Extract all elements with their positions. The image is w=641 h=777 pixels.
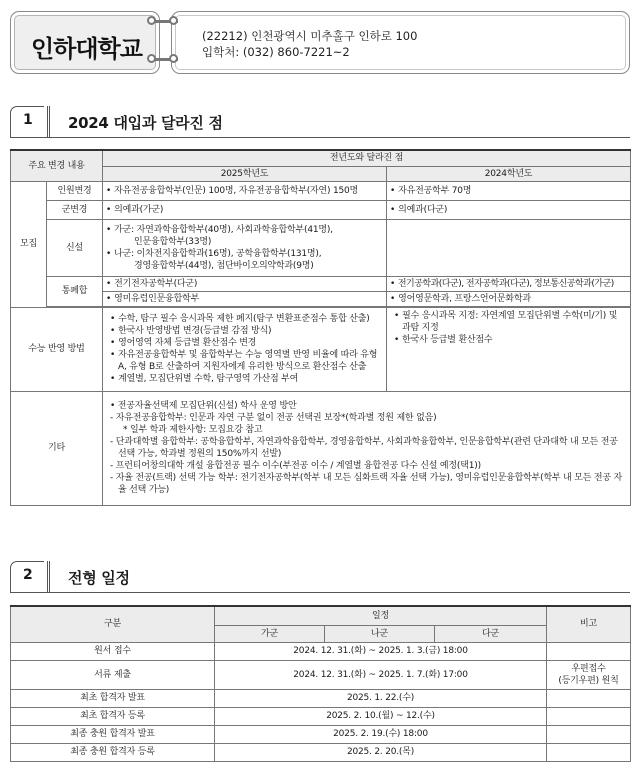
row-label-gita: 기타 <box>11 391 103 505</box>
table-row <box>11 743 631 761</box>
suneung-2025: • 수학, 탐구 필수 응시과목 제한 폐지(탐구 변환표준점수 통합 산출) • 한국사 반영방법 변경(등급별 감점 방식) • 영어영역 자체 등급별 환산점수 변경 • 자유전공융합학부 및 융합학부는 수능 영역별 반영 비율에 따라 유형 A, 유형 B로 산출하여 지원자에게 유리한 방식으로 환산점수 산출 • 계열별, 모집단위별 수학, 탐구영역 가산점 부여 <box>103 307 387 391</box>
header-2025: 2025학년도 <box>103 166 387 181</box>
schedule-note <box>547 725 631 743</box>
schedule-date: 2024. 12. 31.(화) ~ 2025. 1. 7.(화) 17:00 <box>215 660 547 689</box>
header-diff: 전년도와 달라진 점 <box>103 150 631 166</box>
schedule-date: 2025. 1. 22.(수) <box>215 689 547 707</box>
table-row <box>11 725 631 743</box>
schedule-note <box>547 689 631 707</box>
schedule-note <box>547 707 631 725</box>
address-box <box>171 11 630 74</box>
schedule-note <box>547 743 631 761</box>
header-iljeong: 일정 <box>215 606 547 625</box>
header-bigo: 비고 <box>547 606 631 642</box>
section-2-title: 전형 일정 <box>68 569 130 587</box>
section-1-number: 1 <box>23 112 33 128</box>
suneung-2024: • 필수 응시과목 지정: 자연계열 모집단위별 수학(미/기) 및 과탐 지정 • 한국사 등급별 환산점수 <box>387 307 631 391</box>
tongpyehap-2024-b: • 영어영문학과, 프랑스언어문화학과 <box>387 291 631 306</box>
group-label-mojib: 모집 <box>11 181 47 307</box>
schedule-date: 2024. 12. 31.(화) ~ 2025. 1. 3.(금) 18:00 <box>215 642 547 660</box>
schedule-label: 최종 충원 합격자 등록 <box>11 743 215 761</box>
address-block <box>202 28 417 60</box>
schedule-table <box>10 605 631 762</box>
schedule-label: 서류 제출 <box>11 660 215 689</box>
table-row <box>11 642 631 660</box>
section-2-heading <box>10 561 630 593</box>
sinseol-2024 <box>387 219 631 276</box>
row-label-sinseol: 신설 <box>47 219 103 276</box>
schedule-note <box>547 642 631 660</box>
header-gubun: 구분 <box>11 606 215 642</box>
schedule-label: 최종 충원 합격자 발표 <box>11 725 215 743</box>
table-row <box>11 689 631 707</box>
row-label-tongpyehap: 통폐합 <box>47 276 103 306</box>
header-da: 다군 <box>435 625 547 642</box>
schedule-date: 2025. 2. 20.(목) <box>215 743 547 761</box>
section-2-number: 2 <box>23 567 33 583</box>
changes-table <box>10 149 631 506</box>
university-name: 인하대학교 <box>31 35 142 63</box>
schedule-date: 2025. 2. 19.(수) 18:00 <box>215 725 547 743</box>
table-row <box>11 707 631 725</box>
schedule-label: 최초 합격자 등록 <box>11 707 215 725</box>
gungun-2025: • 의예과(가군) <box>103 200 387 219</box>
table-row <box>11 660 631 689</box>
row-label-suneung: 수능 반영 방법 <box>11 307 103 391</box>
sinseol-2025: • 가군: 자연과학융합학부(40명), 사회과학융합학부(41명), 인문융합학부(33명) • 나군: 이차전지융합학과(16명), 공학융합학부(131명), 경영융합학부(44명), 첨단바이오의약학과(9명) <box>103 219 387 276</box>
section-1-title: 2024 대입과 달라진 점 <box>68 114 223 132</box>
row-label-inwon: 인원변경 <box>47 181 103 200</box>
address-text: (22212) 인천광역시 미추홀구 인하로 100 <box>202 29 418 43</box>
row-label-gungun: 군변경 <box>47 200 103 219</box>
schedule-date: 2025. 2. 10.(월) ~ 12.(수) <box>215 707 547 725</box>
phone-text: 입학처: (032) 860-7221~2 <box>202 45 350 59</box>
tongpyehap-2025-a: • 전기전자공학부(다군) <box>103 276 387 291</box>
header-na: 나군 <box>325 625 435 642</box>
schedule-label: 최초 합격자 발표 <box>11 689 215 707</box>
header-main-changes: 주요 변경 내용 <box>11 150 103 181</box>
gita-content: • 전공자율선택제 모집단위(신설) 학사 운영 방안 - 자유전공융합학부: 인문과 자연 구분 없이 전공 선택권 보장*(학과별 정원 제한 없음) * 일부 학과 제한사항: 모집요강 참고 - 단과대학별 융합학부: 공학융합학부, 자연과학융합학부, 경영융합학부, 사회과학융합학부, 인문융합학부(관련 단과대학 내 모든 전공 선택 가능, 학과별 정원의 150%까지 선발) - 프런티어창의대학 개설 융합전공 필수 이수(부전공 이수 / 계열별 융합전공 다수 신설 예정(택1)) - 자율 전공(트랙) 선택 가능 학부: 전기전자공학부(학부 내 모든 심화트랙 자율 선택 가능), 영미유럽인문융합학부(학부 내 모든 전공 자율 선택 가능) <box>103 391 631 505</box>
header-2024: 2024학년도 <box>387 166 631 181</box>
schedule-note: 우편접수 (등기우편) 원칙 <box>547 660 631 689</box>
gungun-2024: • 의예과(다군) <box>387 200 631 219</box>
inwon-2025: • 자유전공융합학부(인문) 100명, 자유전공융합학부(자연) 150명 <box>103 181 387 200</box>
header-ga: 가군 <box>215 625 325 642</box>
section-1-heading <box>10 106 630 138</box>
university-name-box <box>10 11 160 74</box>
tongpyehap-2024-a: • 전기공학과(다군), 전자공학과(다군), 정보통신공학과(가군) <box>387 276 631 291</box>
inwon-2024: • 자유전공학부 70명 <box>387 181 631 200</box>
tongpyehap-2025-b: • 영미유럽인문융합학부 <box>103 291 387 306</box>
schedule-label: 원서 접수 <box>11 642 215 660</box>
